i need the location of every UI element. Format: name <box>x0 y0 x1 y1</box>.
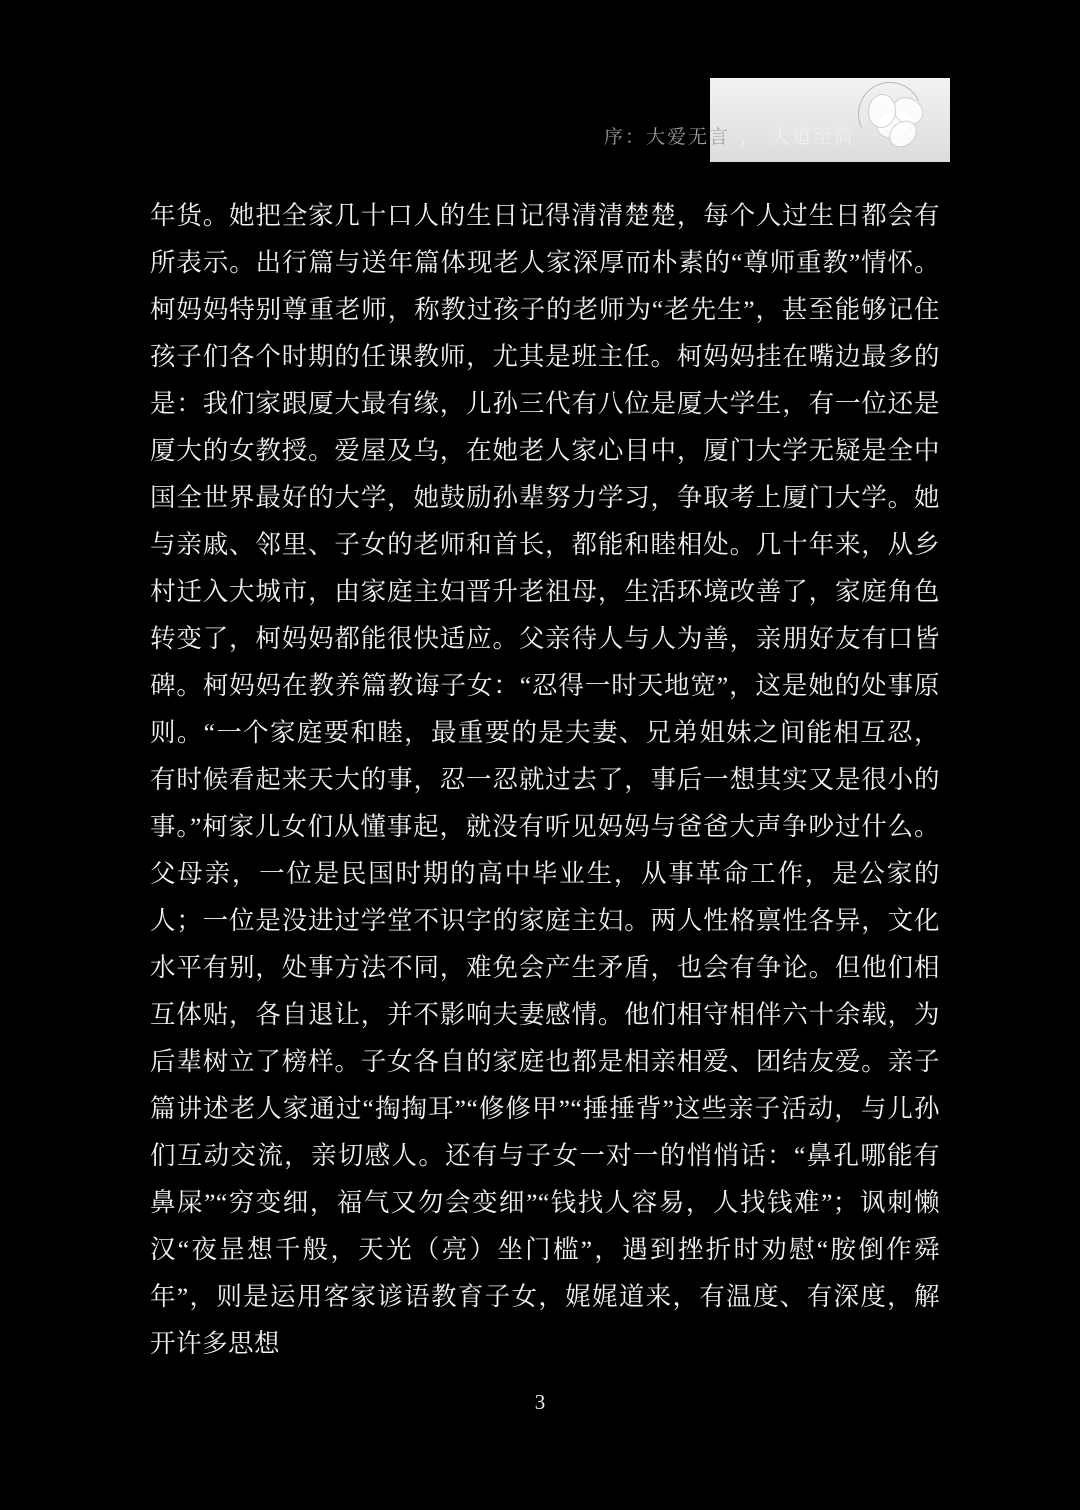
running-head-sub: 大道至简 <box>770 127 855 148</box>
header-ornament-band <box>710 78 950 162</box>
page-header <box>0 78 1080 164</box>
running-head-separator: ， <box>739 127 761 148</box>
orchid-flower-ornament-icon <box>862 84 932 154</box>
page-number: 3 <box>534 1390 546 1414</box>
running-head-main: 序：大爱无言 <box>603 127 730 148</box>
body-paragraph: 年货。她把全家几十口人的生日记得清清楚楚，每个人过生日都会有所表示。出行篇与送年篇体现老人家深厚而朴素的“尊师重教”情怀。柯妈妈特别尊重老师，称教过孩子的老师为“老先生”，甚至能够记住孩子们各个时期的任课教师，尤其是班主任。柯妈妈挂在嘴边最多的是：我们家跟厦大最有缘，儿孙三代有八位是厦大学生，有一位还是厦大的女教授。爱屋及乌，在她老人家心目中，厦门大学无疑是全中国全世界最好的大学，她鼓励孙辈努力学习，争取考上厦门大学。她与亲戚、邻里、子女的老师和首长，都能和睦相处。几十年来，从乡村迁入大城市，由家庭主妇晋升老祖母，生活环境改善了，家庭角色转变了，柯妈妈都能很快适应。父亲待人与人为善，亲朋好友有口皆碑。柯妈妈在教养篇教诲子女：“忍得一时天地宽”，这是她的处事原则。“一个家庭要和睦，最重要的是夫妻、兄弟姐妹之间能相互忍，有时候看起来天大的事，忍一忍就过去了，事后一想其实又是很小的事。”柯家儿女们从懂事起，就没有听见妈妈与爸爸大声争吵过什么。父母亲，一位是民国时期的高中毕业生，从事革命工作，是公家的人；一位是没进过学堂不识字的家庭主妇。两人性格禀性各异，文化水平有别，处事方法不同，难免会产生矛盾，也会有争论。但他们相互体贴，各自退让，并不影响夫妻感情。他们相守相伴六十余载，为后辈树立了榜样。子女各自的家庭也都是相亲相爱、团结友爱。亲子篇讲述老人家通过“掏掏耳”“修修甲”“捶捶背”这些亲子活动，与儿孙们互动交流，亲切感人。还有与子女一对一的悄悄话：“鼻孔哪能有鼻屎”“穷变细，福气又勿会变细”“钱找人容易，人找钱难”；讽刺懒汉“夜昰想千般，天光（亮）坐门槛”，遇到挫折时劝慰“胺倒作舜年”，则是运用客家谚语教育子女，娓娓道来，有温度、有深度，解开许多思想 <box>150 201 940 1358</box>
running-head <box>604 122 855 149</box>
